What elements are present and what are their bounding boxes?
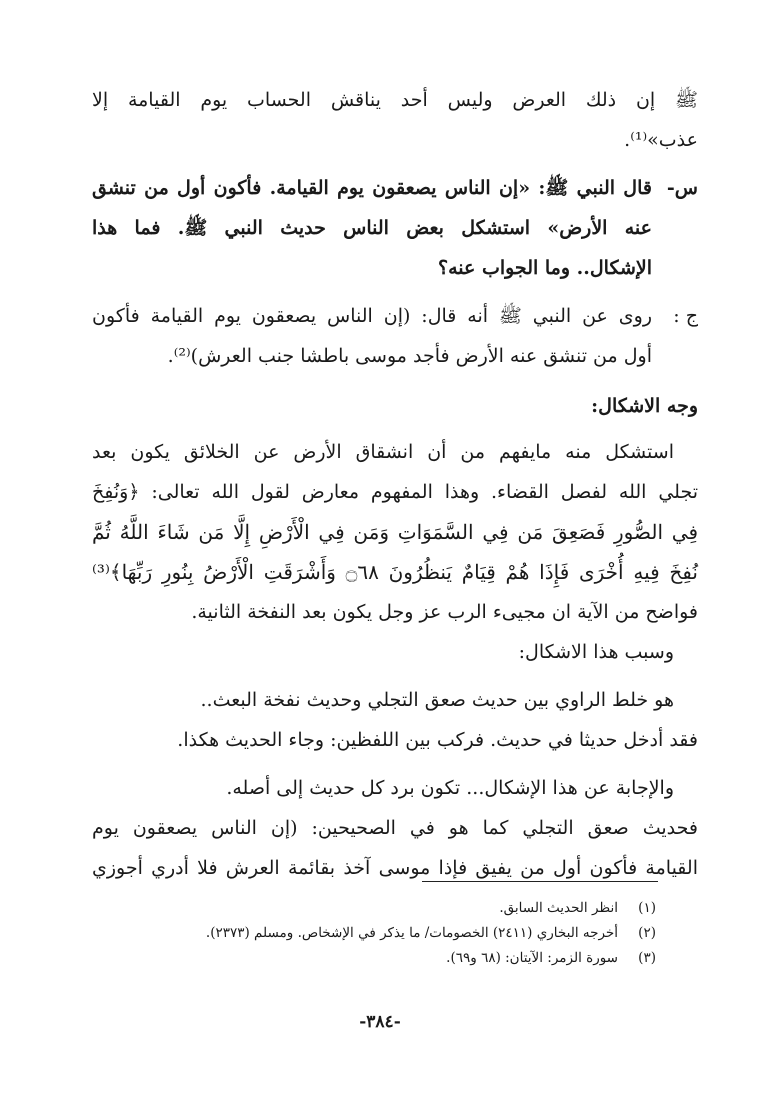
quran-line: فِي الصُّورِ فَصَعِقَ مَن فِي السَّمَوَاتِ وَمَن فِي الْأَرْضِ إِلَّا مَن شَاءَ اللَّهُ ثُمَّ <box>92 520 698 544</box>
intro-paragraph <box>92 80 698 160</box>
question-label: س- <box>666 177 698 199</box>
answer-label: ج : <box>673 305 698 327</box>
section-heading: وجه الاشكال: <box>591 395 698 417</box>
footnote-text: انظر الحديث السابق. <box>499 900 618 916</box>
quran-line: نُفِخَ فِيهِ أُخْرَى فَإِذَا هُمْ قِيَامٌ يَنظُرُونَ ۝٦٨ وَأَشْرَقَتِ الْأَرْضُ بِنُورِ رَبِّهَا﴾⁽³⁾ <box>92 560 698 584</box>
cause-paragraph <box>92 680 698 760</box>
footnote-text: سورة الزمر: الآيتان: (٦٨ و٦٩). <box>446 950 618 966</box>
footnote-item <box>96 921 656 946</box>
text-line: والإجابة عن هذا الإشكال... تكون برد كل حديث إلى أصله. <box>226 777 674 799</box>
footnotes <box>96 896 656 971</box>
answer-text <box>92 296 652 376</box>
text-line: هو خلط الراوي بين حديث صعق التجلي وحديث نفخة البعث.. <box>200 689 674 711</box>
text-line: تجلي الله لفصل القضاء. وهذا المفهوم معارض لقول الله تعالى: ﴿وَنُفِخَ <box>92 481 698 503</box>
text-line: أول من تنشق عنه الأرض فأجد موسى باطشا جنب العرش)⁽²⁾. <box>167 345 652 367</box>
text-line: القيامة فأكون أول من يفيق فإذا موسى آخذ بقائمة العرش فلا أدري أجوزي <box>92 857 698 879</box>
footnote-number: (١) <box>638 900 656 916</box>
page-number: -٣٨٤- <box>359 1012 401 1032</box>
footnote-text: أخرجه البخاري (٢٤١١) الخصومات/ ما يذكر في الإشخاص. ومسلم (٢٣٧٣). <box>205 925 618 941</box>
question-text <box>92 168 652 288</box>
footnote-item <box>96 946 656 971</box>
text-line: فحديث صعق التجلي كما هو في الصحيحين: (إن الناس يصعقون يوم <box>92 817 698 839</box>
question-block <box>92 168 698 288</box>
cause-title: وسبب هذا الاشكال: <box>518 641 674 663</box>
footnote-item <box>96 896 656 921</box>
text-line: قال النبي ﷺ: «إن الناس يصعقون يوم القيامة. فأكون أول من تنشق <box>92 177 652 199</box>
text-line: فواضح من الآية ان مجيىء الرب عز وجل يكون بعد النفخة الثانية. <box>191 601 698 623</box>
footnote-divider <box>422 881 658 882</box>
footnote-number: (٢) <box>638 925 656 941</box>
text-line: عذب»⁽¹⁾. <box>624 129 698 151</box>
answer-paragraph <box>92 768 698 888</box>
text-line: فقد أدخل حديثا في حديث. فركب بين اللفظين: وجاء الحديث هكذا. <box>177 729 698 751</box>
answer-block <box>92 296 698 376</box>
text-line: عنه الأرض» استشكل بعض الناس حديث النبي ﷺ. فما هذا <box>92 217 652 239</box>
text-line: روى عن النبي ﷺ أنه قال: (إن الناس يصعقون يوم القيامة فأكون <box>92 305 652 327</box>
text-line: ﷺ إن ذلك العرض وليس أحد يناقش الحساب يوم القيامة إلا <box>92 89 698 111</box>
text-line: استشكل منه مايفهم من أن انشقاق الأرض عن الخلائق يكون بعد <box>92 441 674 463</box>
page-body <box>92 80 698 888</box>
text-line: الإشكال.. وما الجواب عنه؟ <box>438 257 652 279</box>
cause-title-block <box>92 632 698 672</box>
footnote-number: (٣) <box>638 950 656 966</box>
problem-paragraph <box>92 432 698 632</box>
